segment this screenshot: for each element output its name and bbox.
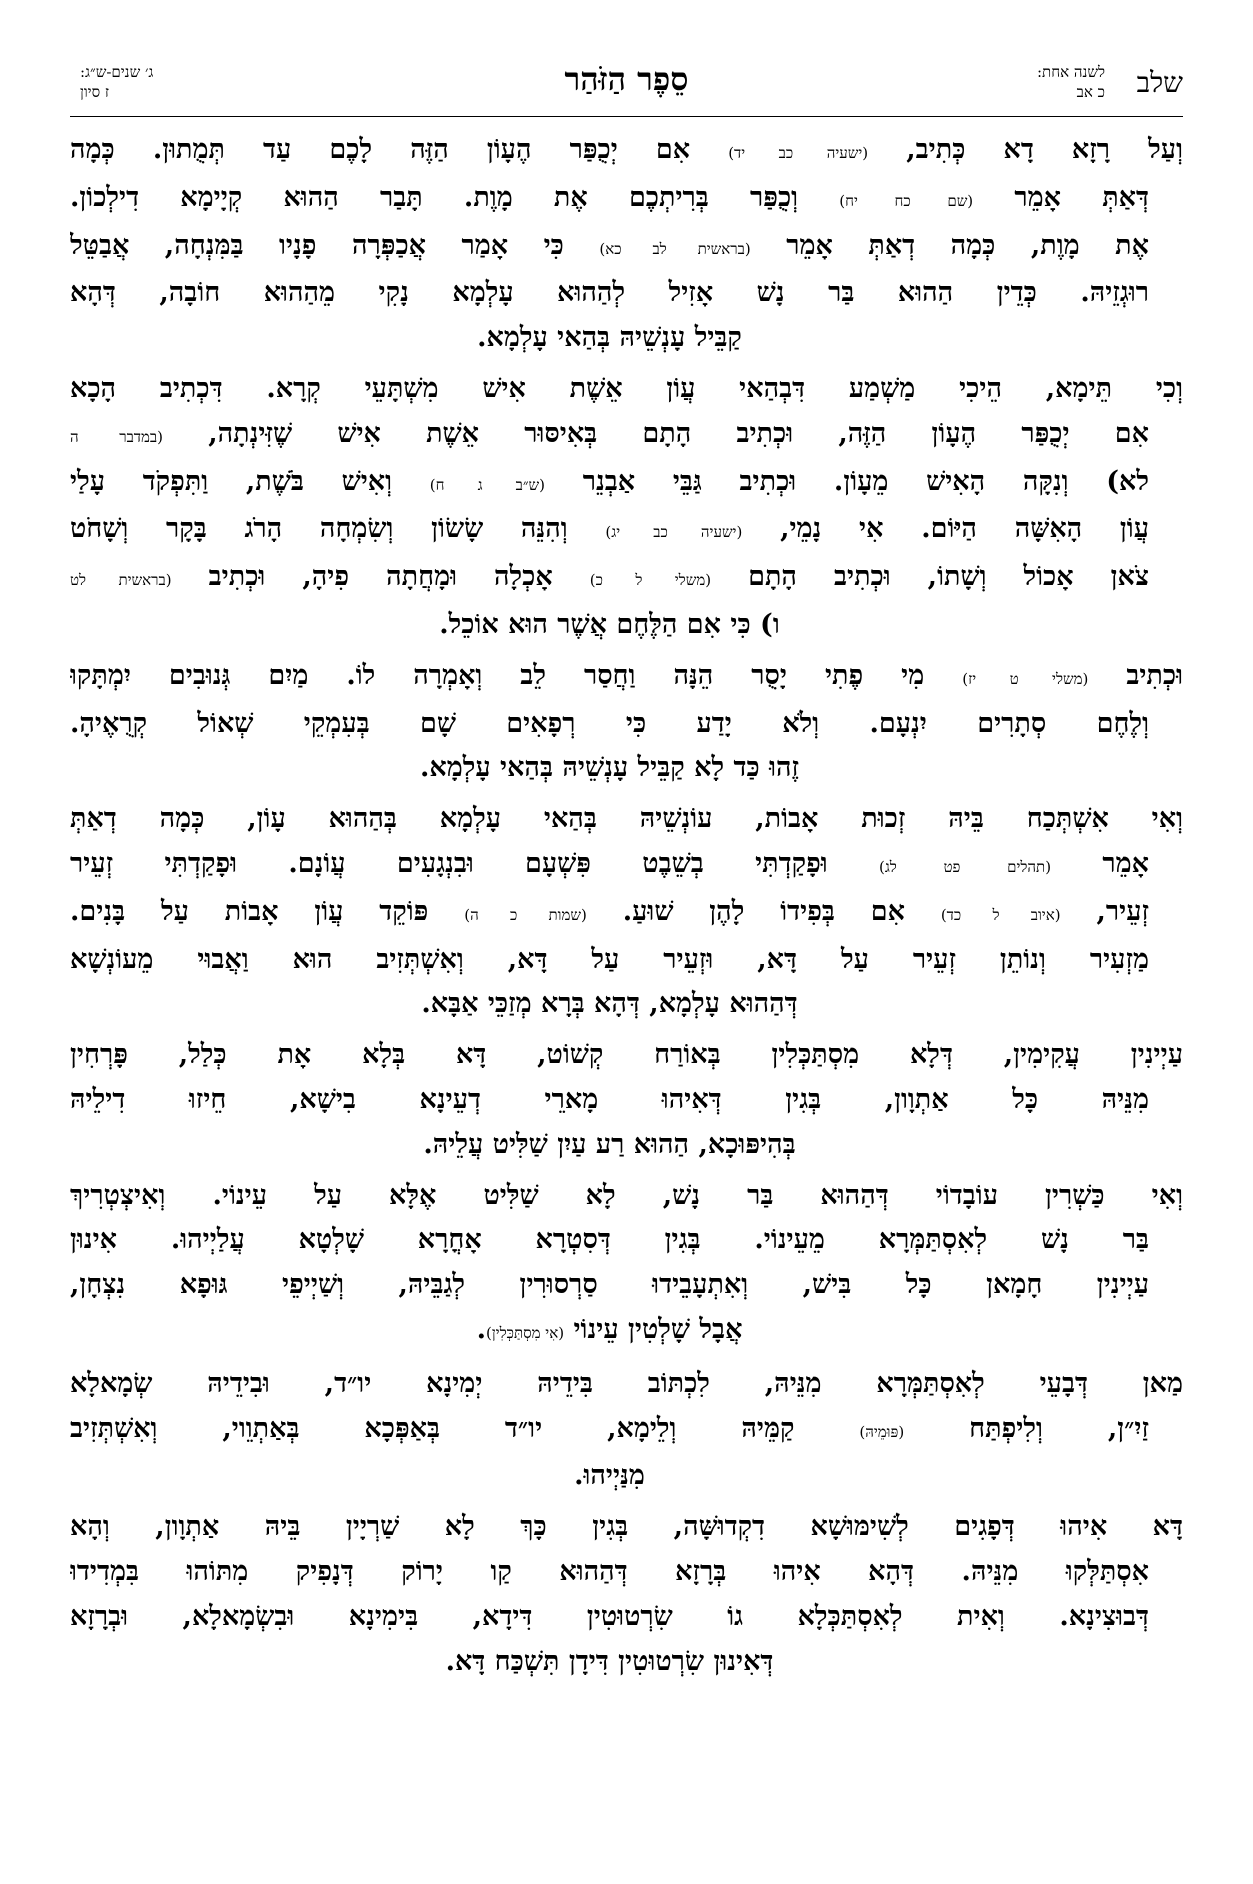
page-number: שלב — [1136, 66, 1183, 99]
text-line: אִסְתַּלְּקוּ מִנֵּיהּ. דְּהָא אִיהוּ בְּרָזָא דְּהַהוּא קַו יָרוֹק דְּנָפִיק מִתּוֹהוּ בִּמְדִידוּ — [70, 1555, 1149, 1587]
scripture-reference: (בראשית לט — [70, 571, 172, 590]
text-line: זֶהוּ כַּד לָא קַבֵּיל עָנְשֵׁיהּ בְּהַאי עָלְמָא. — [419, 752, 800, 784]
scripture-reference: (תהלים פט לג) — [878, 857, 1052, 876]
header-rule — [70, 116, 1183, 117]
paragraph — [70, 1174, 1183, 1356]
text-line: וְאִי כַּשְׁרִין עוֹבָדוֹי דְּהַהוּא בַּר נָשׁ, לָא שַׁלִּיט אֶלָּא עַל עֵינוֹי. וְאִיצְטְרִיךְ — [70, 1179, 1183, 1211]
scripture-reference: (איוב ל כד) — [940, 905, 1061, 924]
text-line: דְּאִינוּן שִׂרְטוּטִין דִּידָן תִּשְׁכַּח דָּא. — [445, 1645, 774, 1677]
scripture-reference: (במדבר ה — [70, 427, 163, 446]
scripture-reference: (שם כח יח) — [839, 191, 974, 210]
text-line: בְּהִיפּוּכָא, הַהוּא רַע עַיִן שַׁלִּיט עֲלֵיהּ. — [423, 1128, 796, 1160]
page-header — [70, 58, 1183, 116]
header-right-line2: כ אב — [1076, 83, 1105, 101]
text-line: עַיְינִין עֲקִימִין, דְּלָא מִסְתַּכְּלִין בְּאוֹרַח קְשׁוֹט, דָּא בְּלָא אָת כְּלַל, פָּרְחִין — [70, 1039, 1183, 1071]
text-line: לא) וְנִקָּה הָאִישׁ מֵעָוֹן. וּכְתִיב גַּבֵּי אַבְנֵר (ש״ב ג ח) וְאִישׁ בֹּשֶׁת, וַתִּפְקֹד עָלַי — [70, 465, 1149, 497]
text-line: וְלֶחֶם סְתָרִים יִנְעָם. וְלֹא יָדַע כִּי רְפָאִים שָׁם בְּעִמְקֵי שְׁאוֹל קְרֻאֶיהָ. — [70, 707, 1149, 739]
text-line: מִנֵּיהּ כָּל אַתְוָון, בְּגִין דְּאִיהוּ מָארֵי דְעֵינָא בִישָׁא, חֵיזוּ דִילֵיהּ — [70, 1083, 1149, 1115]
text-line: עַיְינִין חָמָאן כָּל בִּישׁ, וְאִתְעָבֵידוּ סַרְסוּרִין לְגַבֵּיהּ, וְשַׁיְיפֵי גּוּפָא נִצְחָן, — [70, 1269, 1149, 1301]
scripture-reference: (ישעיה כב יד) — [728, 144, 869, 162]
text-line: דְּאַתְּ אָמֵר (שם כח יח) וְכֻפַּר בְּרִיתְכֶם אֶת מָוֶת. תָּבַר הַהוּא קְיָימָא דִילְכוֹן. — [70, 181, 1149, 213]
text-line: וְכִי תֵּימָא, הֵיכִי מַשְׁמַע דִּבְהַאי עֲוֹן אֵשֶׁת אִישׁ מִשְׁתָּעֵי קְרָא. דִּכְתִיב הָכָא — [70, 372, 1183, 404]
paragraph — [70, 367, 1183, 648]
text-line: צֹאן אָכוֹל וְשָׁתוֹ, וּכְתִיב הָתָם (משלי ל כ) אָכְלָה וּמָחֲתָה פִיהָ, וּכְתִיב (בראשית לט — [70, 561, 1149, 593]
paragraph — [70, 128, 1183, 361]
text-line: זְעֵיר, (איוב ל כד) אִם בְּפִידוֹ לָהֶן שׁוּעַ. (שמות כ ה) פּוֹקֵד עֲוֹן אָבוֹת עַל בָּנִים. — [70, 895, 1149, 927]
text-line: בַּר נָשׁ לְאִסְתַּמְּרָא מֵעֵינוֹי. בְּגִין דְּסִטְרָא אָחֳרָא שָׁלְטָא עֲלַיְיהוּ. אִינוּן — [70, 1224, 1149, 1256]
header-schedule-three-years — [80, 62, 153, 102]
text-line: וְעַל רָזָא דָא כְּתִיב, (ישעיה כב יד) אִם יְכֻפַּר הֶעָוֹן הַזֶּה לָכֶם עַד תְּמֻתוּן. כְּמָה — [70, 134, 1183, 165]
text-line: דְּבוּצִינָא. וְאִית לְאִסְתַּכְּלָא גוֹ שִׂרְטוּטִין דִּידָא, בִּימִינָא וּבִשְׂמָאלָא, וּבְרָזָא — [70, 1600, 1149, 1632]
scripture-reference: (ישעיה כב יג) — [605, 523, 743, 542]
header-right-line1: לשנה אחת: — [1037, 63, 1105, 81]
text-line: דְּהַהוּא עָלְמָא, דְּהָא בְּרָא מְזַכֵּי אַבָּא. — [421, 988, 798, 1020]
scripture-reference: (אִי מִסְתַּכְּלִין) — [485, 1323, 565, 1342]
text-line: ו) כִּי אִם הַלֶּחֶם אֲשֶׁר הוּא אוֹכֵל. — [439, 608, 780, 640]
text-line: עֲוֹן הָאִשָּׁה הַיּוֹם. אִי נָמֵי, (ישעיה כב יג) וְהִנֵּה שָׂשׂוֹן וְשִׂמְחָה הָרֹג בָּקָר וְשָׁחֹט — [70, 513, 1149, 545]
text-line: אִם יְכֻפַּר הֶעָוֹן הַזֶּה, וּכְתִיב הָתָם בְּאִיסּוּר אֵשֶׁת אִישׁ שֶׁזִּינְתָה, (במדבר ה — [70, 417, 1149, 449]
header-left-line2: ז סיון — [80, 83, 110, 101]
paragraph — [70, 654, 1183, 791]
paragraph — [70, 1033, 1183, 1167]
text-line: רוּגְזֵיהּ. כְּדֵין הַהוּא בַּר נָשׁ אָזִיל לְהַהוּא עָלְמָא נָקִי מֵהַהוּא חוֹבָה, דְּהָא — [70, 277, 1149, 309]
scripture-reference: (משלי ט יז) — [962, 669, 1089, 688]
header-left-line1: ג׳ שנים-ש״ג: — [80, 63, 154, 81]
text-line: קַבֵּיל עָנְשֵׁיהּ בְּהַאי עָלְמָא. — [477, 322, 742, 354]
book-title: סֵפֶר הַזֹּהַר — [564, 60, 689, 98]
text-line: מִנַּיְיהוּ. — [574, 1460, 645, 1492]
text-line: אֲבָל שָׁלְטִין עֵינוֹי (אִי מִסְתַּכְּלִין). — [476, 1313, 743, 1345]
paragraph — [70, 1505, 1183, 1684]
scripture-reference: (פּוּמֵיהּ) — [859, 1422, 905, 1441]
scripture-reference: (שמות כ ה) — [464, 905, 587, 924]
paragraph — [70, 1362, 1183, 1499]
text-line: מַאן דְּבָעֵי לְאִסְתַּמְּרָא מִנֵּיהּ, לִכְתּוֹב בִּידֵיהּ יְמִינָא יו״ד, וּבִידֵיהּ שְׂמָאלָא — [70, 1367, 1183, 1399]
text-line: וְאִי אִשְׁתְּכַח בֵּיהּ זְכוּת אָבוֹת, עוֹנְשֵׁיהּ בְּהַאי עָלְמָא בְּהַהוּא עָוֹן, כְּמָה דְאַתְּ — [70, 803, 1183, 835]
paragraph — [70, 797, 1183, 1027]
text-line: וּכְתִיב (משלי ט יז) מִי פֶתִי יָסֻר הֵנָּה וַחֲסַר לֵב וְאָמְרָה לוֹ. מַיִם גְּנוּבִים יִמְתָּקוּ — [70, 659, 1183, 691]
scripture-reference: (בראשית לב כא) — [599, 239, 751, 258]
text-line: מַזְעִיר וְנוֹתֵן זְעֵיר עַל דָּא, וּזְעֵיר עַל דָּא, וְאִשְׁתְּזִיב הוּא וַאֲבוּי מֵעוֹנְשָׁא — [70, 943, 1149, 975]
text-line: אֶת מָוֶת, כְּמָה דְאַתְּ אָמֵר (בראשית לב כא) כִּי אָמַר אֲכַפְּרָה פָנָיו בַּמִּנְחָה, אֲבַטֵּל — [70, 229, 1149, 261]
text-line: דָּא אִיהוּ דְּפָגִים לְשִׁימּוּשָׁא דִקְדוּשָּׁה, בְּגִין כָּךְ לָא שַׁרְיָין בֵּיהּ אַתְוָון, וְהָא — [70, 1511, 1183, 1543]
scripture-reference: (ש״ב ג ח) — [429, 475, 546, 494]
text-line: זַיִ״ן, וְלִיפְתַּח (פּוּמֵיהּ) קַמֵּיהּ וְלֵימָא, יו״ד בְּאַפְּכָא בְּאַתְוֵוי, וְאִשְׁתְּזִיב — [70, 1412, 1149, 1444]
body-text — [70, 128, 1183, 1690]
text-line: אָמֵר (תהלים פט לג) וּפָקַדְתִּי בְשֵׁבֶט פִּשְׁעָם וּבִנְגָעִים עֲוֹנָם. וּפָקַדְתִּי זְעֵיר — [70, 847, 1149, 879]
page — [70, 58, 1183, 1848]
scripture-reference: (משלי ל כ) — [589, 571, 712, 590]
